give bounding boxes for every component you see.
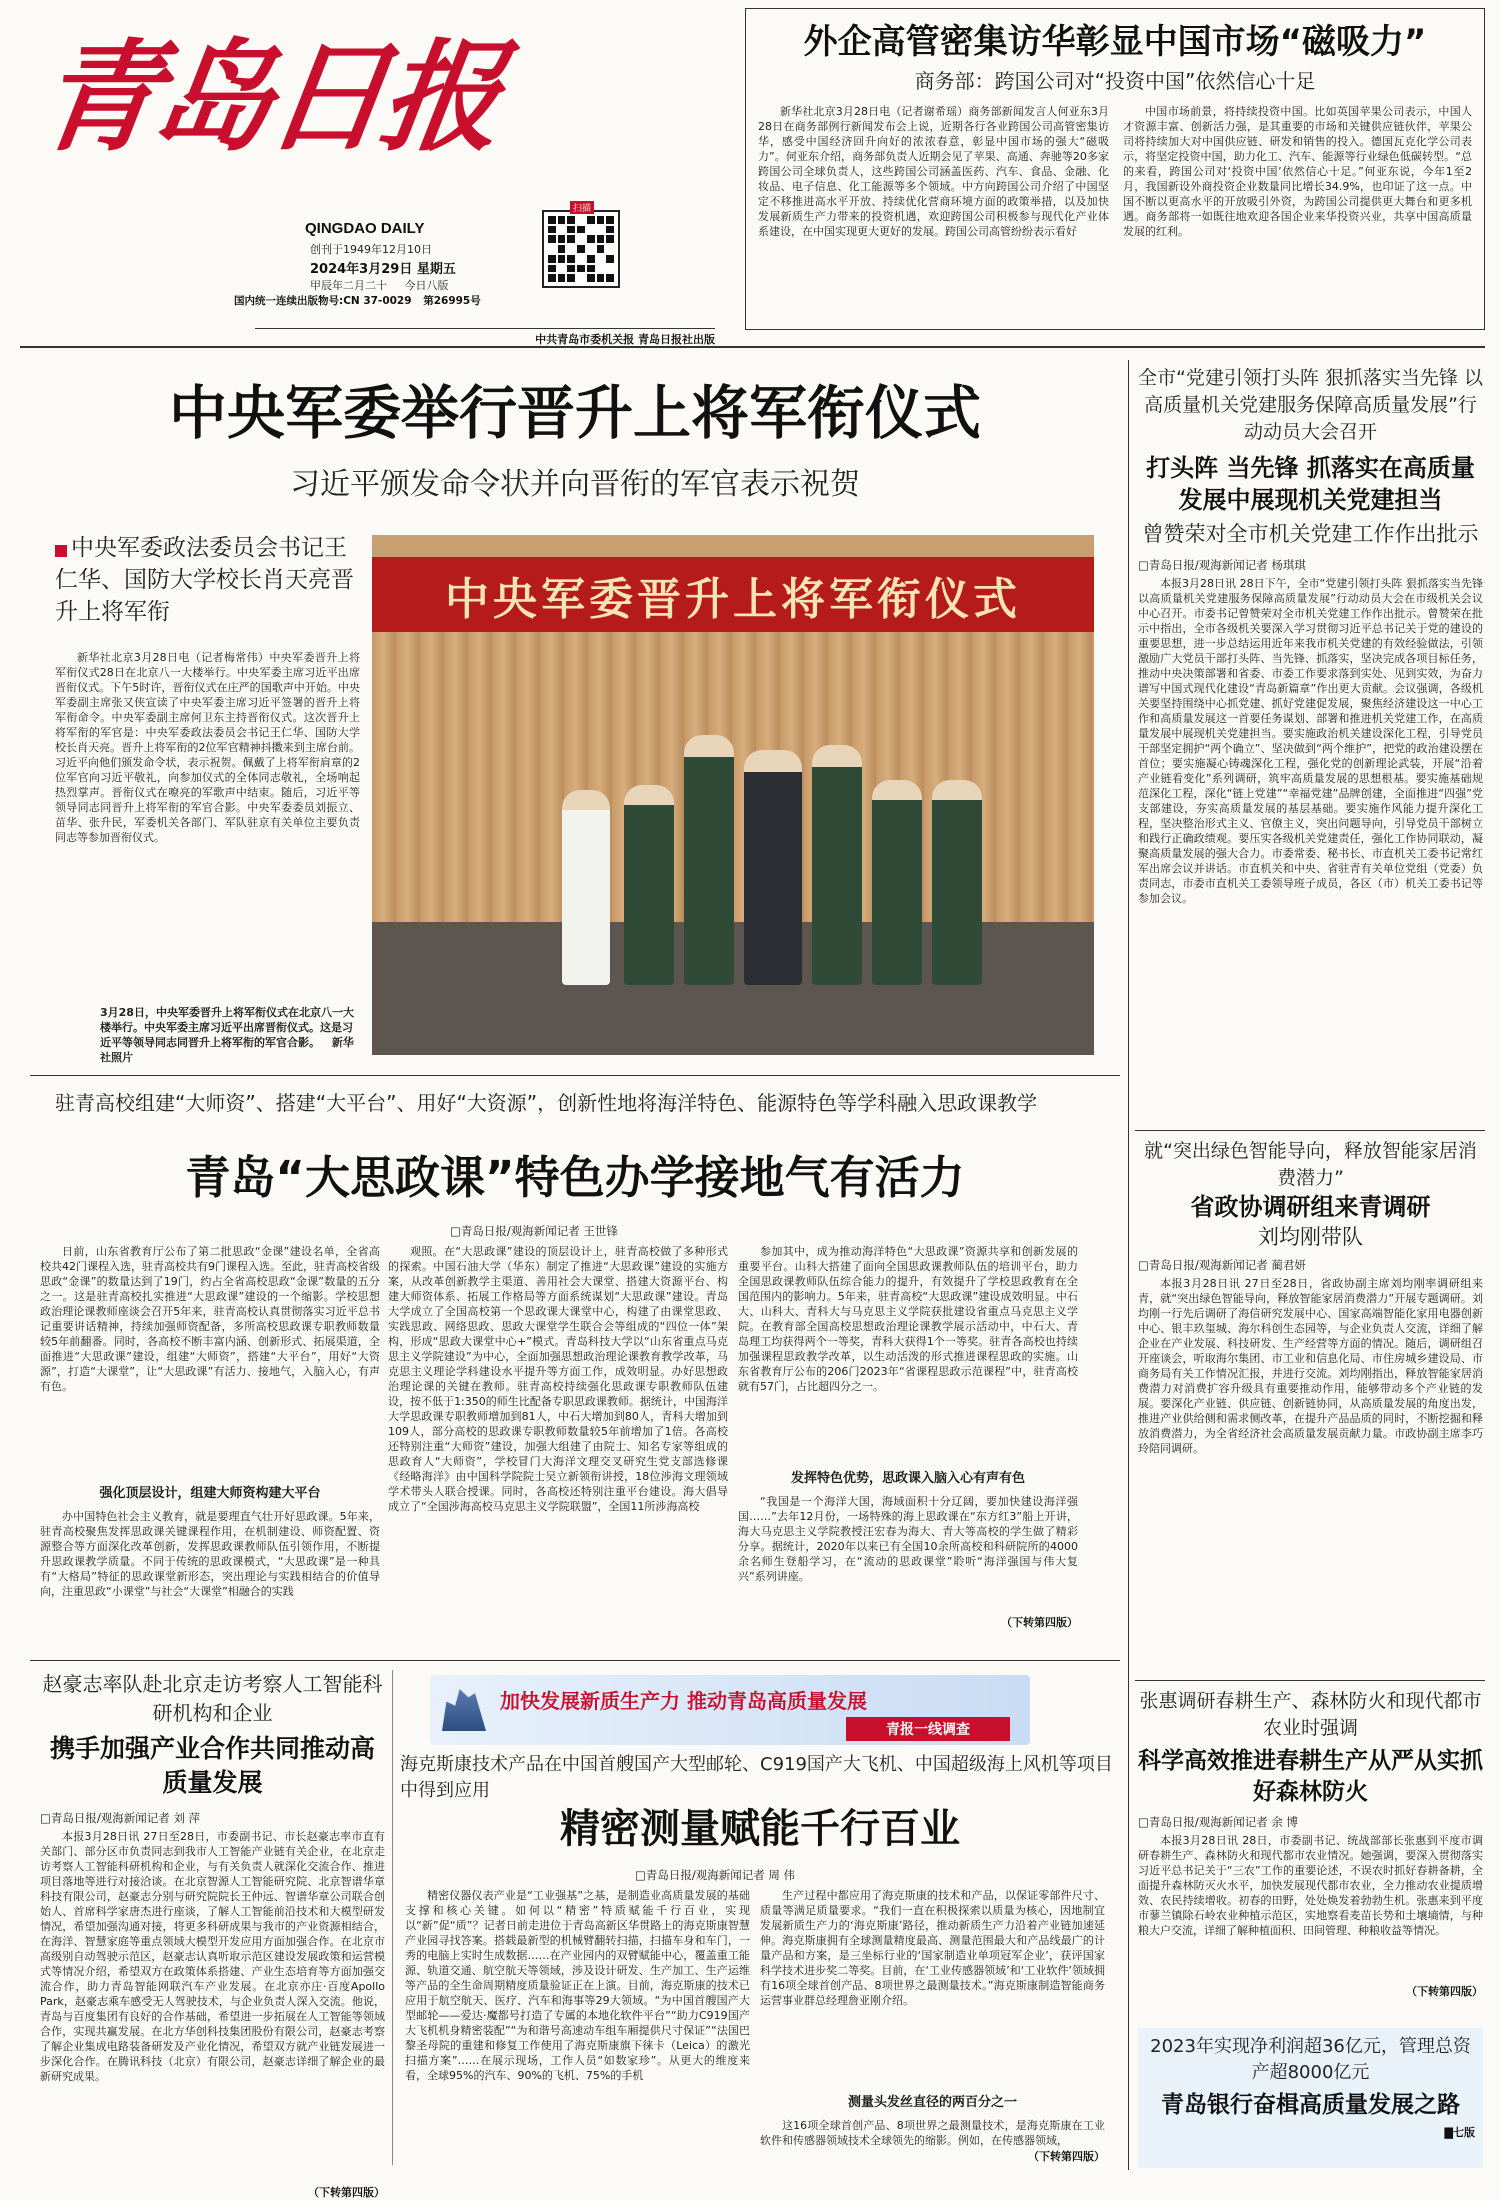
officer-figure <box>562 790 610 985</box>
qr-module <box>587 274 595 282</box>
hexin-col2-text: 生产过程中都应用了海克斯康的技术和产品，以保证零部件尺寸、质量等满足质量要求。“我们一直在积极探索以质量为核心，因地制宜发展新质生产力的‘海克斯康’路径，推动新质生产力沿着产业链加速延伸。海克斯康拥有全球测量精度最高、测量范围最大和产品线最广的计量产品和方案，是三坐标行业的‘国家制造业单项冠军企业’，获评国家科学技术进步奖二等奖。目前，在‘工业传感器领域’和‘工业软件’领域拥有16项全球首创产品、8项世界之最测量技术。”海克斯康制造智能商务运营事业群总经理詹亚刚介绍。 <box>760 1889 1105 2007</box>
lead-body: 新华社北京3月28日电（记者梅常伟）中央军委晋升上将军衔仪式28日在北京八一大楼举行。中央军委主席习近平出席晋衔仪式。下午5时许，晋衔仪式在庄严的国歌声中开始。中央军委副主席张又侠宣读了中央军委主席习近平签署的晋升上将军衔命令。中央军委副主席何卫东主持晋衔仪式。这次晋升上将军衔的军官是：中央军委政法委员会书记王仁华、国防大学校长肖天亮。晋升上将军衔的2位军官精神抖擞来到主席台前。习近平向他们颁发命令状，表示祝贺。佩戴了上将军衔肩章的2位军官向习近平敬礼，向参加仪式的全体同志敬礼，全场响起热烈掌声。晋衔仪式在嘹亮的军歌声中结束。随后，习近平等领导同志同晋升上将军衔的军官合影。中央军委委员刘振立、苗华、张升民，军委机关各部门、军队驻京有关单位主要负责同志等参加晋衔仪式。 <box>55 651 360 844</box>
right3-byline: □青岛日报/观海新闻记者 余 博 <box>1138 1815 1299 1829</box>
hexin-col2 <box>760 1888 1105 2164</box>
qr-module <box>606 274 614 282</box>
qr-label: 扫描 <box>570 201 594 214</box>
hexin-subhead: 测量头发丝直径的两百分之一 <box>847 2095 1017 2110</box>
qr-module <box>558 245 566 253</box>
right-story-3 <box>1138 1688 1483 1999</box>
publisher-bar <box>255 328 715 346</box>
sizheng-byline: □青岛日报/观海新闻记者 王世锋 <box>450 1224 618 1238</box>
qr-module <box>577 255 585 263</box>
hexin-col2b-text: 这16项全球首创产品、8项世界之最测量技术，是海克斯康在工业软件和传感器领域技术全球领先的缩影。例如，在传感器领域， <box>760 2119 1105 2147</box>
founded-date: 创刊于1949年12月10日 <box>310 243 432 256</box>
caption-text: 3月28日，中央军委晋升上将军衔仪式在北京八一大楼举行。中央军委主席习近平出席晋衔仪式。这是习近平等领导同志同晋升上将军衔的军官合影。 <box>100 1006 354 1049</box>
officer-figure <box>932 780 982 985</box>
qr-module <box>597 235 605 243</box>
top-story-subtitle: 商务部：跨国公司对“投资中国”依然信心十足 <box>914 69 1316 94</box>
qr-module <box>606 255 614 263</box>
hexin-kicker: 海克斯康技术产品在中国首艘国产大型邮轮、C919国产大飞机、中国超级海上风机等项目中得到应用 <box>400 1754 1113 1801</box>
right2-subtitle: 刘均刚带队 <box>1258 1224 1363 1249</box>
english-title: QINGDAO DAILY <box>305 220 425 237</box>
right-story-1 <box>1138 365 1483 1034</box>
qr-module <box>606 216 614 224</box>
qr-module <box>558 235 566 243</box>
right-rule-2 <box>1135 1680 1485 1681</box>
lead-photo[interactable] <box>372 535 1094 1055</box>
qr-module <box>587 255 595 263</box>
right-column-divider <box>1128 360 1129 2170</box>
column-divider <box>392 1670 393 2165</box>
hexin-continued[interactable]: （下转第四版） <box>1028 2150 1105 2163</box>
newspaper-logo: 青岛日报 <box>30 27 506 168</box>
right-rule-1 <box>1135 1130 1485 1131</box>
qr-module <box>577 274 585 282</box>
issn: 国内统一连续出版物号:CN 37-0029 <box>234 295 412 307</box>
qr-module <box>587 235 595 243</box>
sizheng-kicker: 驻青高校组建“大师资”、搭建“大平台”、用好“大资源”，创新性地将海洋特色、能源特色等学科融入思政课教学 <box>55 1091 1038 1115</box>
top-story-box[interactable] <box>745 8 1485 330</box>
lead-bottom-rule <box>30 1075 1120 1076</box>
right2-kicker: 就“突出绿色智能导向，释放智能家居消费潜力” <box>1144 1140 1477 1189</box>
red-square-icon <box>55 545 67 557</box>
officer-figure <box>744 750 802 985</box>
photo-banner-text: 中央军委晋升上将军衔仪式 <box>445 573 1021 625</box>
right1-kicker: 全市“党建引领打头阵 狠抓落实当先锋 以高质量机关党建服务保障高质量发展”行动动员大会召开 <box>1138 367 1483 443</box>
page-count: 今日八版 <box>404 279 449 292</box>
qr-module <box>558 265 566 273</box>
qr-module <box>587 216 595 224</box>
qr-module <box>558 274 566 282</box>
right4-page-ref[interactable]: ▇七版 <box>1444 2126 1475 2140</box>
right2-body: 本报3月28日讯 27日至28日，省政协副主席刘均刚率调研组来青，就“突出绿色智能导向，释放智能家居消费潜力”开展专题调研。刘均刚一行先后调研了海信研究发展中心、国家高端智能化家用电器创新中心、银丰玖玺城、海尔科创生态园等，与企业负责人交流，详细了解企业在产业发展、科技研发、生产经营等方面的情况。随后，调研组召开座谈会，听取海尔集团、市工业和信息化局、市住房城乡建设局、市商务局有关工作情况汇报，并进行交流。刘均刚指出，释放智能家居消费潜力对消费扩容升级具有重要推动作用，能够带动多个产业链的发展。要深化产业链、供应链、创新链协同，从高质量发展的角度出发，推进产业供给侧和需求侧改革，在提升产品品质的同时，不断挖掘和释放消费潜力，为全省经济社会高质量发展贡献力量。市政协副主席李巧玲陪同调研。 <box>1138 1276 1483 1455</box>
photo-credit: 新华社照片 <box>100 1036 354 1064</box>
right1-title[interactable]: 打头阵 当先锋 抓落实在高质量发展中展现机关党建担当 <box>1146 454 1475 514</box>
series-banner[interactable] <box>430 1675 1030 1745</box>
qr-module <box>567 265 575 273</box>
right4-title[interactable]: 青岛银行奋楫高质量发展之路 <box>1161 2092 1460 2118</box>
right2-byline: □青岛日报/观海新闻记者 蔺君妍 <box>1138 1257 1306 1272</box>
sizheng-headline[interactable]: 青岛“大思政课”特色办学接地气有活力 <box>185 1151 965 1204</box>
officers-group <box>372 535 1094 1055</box>
zhaohaozhi-story <box>40 1670 385 2200</box>
qr-module <box>597 245 605 253</box>
right3-title[interactable]: 科学高效推进春耕生产从严从实抓好森林防火 <box>1138 1748 1483 1805</box>
qr-module <box>577 235 585 243</box>
qr-module <box>548 216 556 224</box>
zhaohaozhi-kicker: 赵豪志率队赴北京走访考察人工智能科研机构和企业 <box>42 1672 383 1725</box>
top-story-col2: 中国市场前景，将持续投资中国。比如英国苹果公司表示，中国人才资源丰富、创新活力强，是其重要的市场和关键供应链伙伴，苹果公司将持续加大对中国供应链、研发和销售的投入。德国瓦克化学公司表示，将坚定投资中国，助力化工、汽车、能源等行业绿色低碳转型。“总的来看，跨国公司对‘投资中国’依然信心十足。”何亚东说，今年1至2月，我国新设外商投资企业数量同比增长34.9%，也印证了这一点。中国不断以更高水平的开放吸引外资，为跨国公司提供更大舞台和更多机遇。商务部将一如既往地欢迎各国企业来华投资兴业，共享中国高质量发展的红利。 <box>1123 105 1472 239</box>
qr-module <box>587 245 595 253</box>
qr-module <box>548 255 556 263</box>
qr-module <box>606 226 614 234</box>
qr-module <box>548 245 556 253</box>
qr-module <box>606 265 614 273</box>
issue-number: 第26995号 <box>423 295 481 307</box>
zhaohaozhi-body: 本报3月28日讯 27日至28日，市委副书记、市长赵豪志率市直有关部门、部分区市负责同志到我市人工智能产业链有关企业，在北京走访考察人工智能科研机构和企业，与有关负责人就深化交流合作、推进项目落地等进行对接洽谈。在北京智源人工智能研究院、北京智谱华章科技有限公司，赵豪志分别与研究院院长王仲远、智谱华章公司联合创始人、首席科学家唐杰进行座谈，了解人工智能前沿技术和大模型研发情况，希望加强沟通对接，将更多科研成果与我市的产业资源相结合，在海洋、智慧家庭等重点领域大模型开发应用方面加强合作。在北京市高级别自动驾驶示范区，赵豪志认真听取示范区建设发展政策和运营模式等情况介绍，希望双方在政策体系搭建、产业生态培育等方面加强交流合作，助力青岛智能网联汽车产业发展。在北京亦庄·百度Apollo Park，赵豪志乘车感受无人驾驶技术，与企业负责人深入交流。他说，青岛与百度集团有良好的合作基础，希望进一步拓展在人工智能等领域合作，实现共赢发展。在北方华创科技集团股份有限公司，赵豪志考察了解企业集成电路装备研发及产业化情况，希望双方就产业链发展进一步深化合作。在腾讯科技（北京）有限公司，赵豪志详细了解企业的最新研究成果。 <box>40 1830 385 2083</box>
sizheng-col3 <box>738 1244 1078 1630</box>
lead-headline[interactable]: 中央军委举行晋升上将军衔仪式 <box>168 379 981 447</box>
officer-figure <box>812 745 862 985</box>
sizheng-subhead2: 发挥特色优势，思政课入脑入心有声有色 <box>790 1471 1025 1486</box>
qr-module <box>567 245 575 253</box>
qr-module <box>548 274 556 282</box>
right3-continued[interactable]: （下转第四版） <box>1406 1985 1483 1998</box>
qr-module <box>548 226 556 234</box>
qr-module <box>558 255 566 263</box>
qr-module <box>567 216 575 224</box>
hexin-headline[interactable]: 精密测量赋能千行百业 <box>560 1806 960 1852</box>
hexin-byline: □青岛日报/观海新闻记者 周 伟 <box>635 1868 796 1882</box>
qr-module <box>548 235 556 243</box>
qr-module <box>567 226 575 234</box>
qr-module <box>577 265 585 273</box>
officer-figure <box>872 780 922 985</box>
right-story-4[interactable] <box>1138 2028 1483 2168</box>
publisher-text: 中共青岛市委机关报 青岛日报社出版 <box>535 333 715 346</box>
sizheng-bottom-rule <box>30 1660 1120 1661</box>
right2-title[interactable]: 省政协调研组来青调研 <box>1190 1193 1431 1221</box>
qr-module <box>577 245 585 253</box>
lead-caption <box>100 1005 360 1065</box>
sizheng-col1b-text: 办中国特色社会主义教育，就是要理直气壮开好思政课。5年来，驻青高校聚焦发挥思政课关键课程作用，在机制建设、师资配置、资源整合等方面深化改革创新，发挥思政课教师队伍引领作用，不断提升思政课教学质量。不同于传统的思政课模式，“大思政课”是一种具有“大格局”特征的思政课堂新形态，突出理论与实践相结合的价值导向，注重思政“小课堂”与社会“大课堂”相融合的实践 <box>40 1510 380 1598</box>
lead-kicker-text: 中央军委政法委员会书记王仁华、国防大学校长肖天亮晋升上将军衔 <box>55 535 354 625</box>
hexin-col1: 精密仪器仪表产业是“工业强基”之基，是制造业高质量发展的基础支撑和核心关键。如何以“精密”特质赋能千行百业，实现以“新”促“质”？记者日前走进位于青岛高新区华贯路上的海克斯康智慧产业园寻找答案。搭载最新型的机械臂翻转扫描，扫描车身和车门，一秀的电脑上实时生成数据……在产业园内的双臂赋能中心，覆盖重工能源、轨道交通、航空航天等领域，涉及设计研发、生产加工、生产运维等产品的全生命周期精度质量验证正在上演。目前，海克斯康的技术已应用于航空航天、医疗、汽车和海事等29大领域。“为中国首艘国产大型邮轮——爱达·魔都号打造了专属的本地化软件平台”“助力C919国产大飞机机身精密装配”“为和谐号高速动车组车厢提供尺寸保证”“法国巴黎圣母院的重建和修复工作使用了海克斯康旗下徕卡（Leica）的激光扫描方案”……在展示现场，工作人员“如数家珍”。从更大的维度来看，全球95%的汽车、90%的飞机、75%的手机 <box>405 1889 750 2082</box>
lead-subtitle: 习近平颁发命令状并向晋衔的军官表示祝贺 <box>290 467 860 502</box>
right1-byline: □青岛日报/观海新闻记者 杨琪琪 <box>1138 558 1306 572</box>
right1-body: 本报3月28日讯 28日下午，全市“党建引领打头阵 狠抓落实当先锋 以高质量机关党建服务保障高质量发展”行动动员大会在市级机关会议中心召开。市委书记曾赞荣对全市机关党建工作作出批示。曾赞荣在批示中指出，全市各级机关要深入学习贯彻习近平总书记关于党的建设的重要思想，进一步总结运用近年来我市机关党建的有效经验做法，引领激励广大党员干部打头阵、当先锋、抓落实，坚决完成各项目标任务，推动中央决策部署和省委、市委工作要求落到实处、见到实效，为奋力谱写中国式现代化建设“青岛新篇章”作出更大贡献。会议强调，各级机关要坚持围绕中心抓党建、抓好党建促发展，聚焦经济建设这一中心工作和高质量发展这一首要任务谋划、部署和推进机关党建工作，在高质量发展中展现机关党建担当。要实施政治机关建设深化工程，引导党员干部坚定拥护“两个确立”、坚决做到“两个维护”，把党的政治建设摆在首位；要实施凝心铸魂深化工程，强化党的创新理论武装，开展“沿着产业链看变化”系列调研，筑牢高质量发展的思想根基。要实施基础规范深化工程，深化“链上党建”“幸福党建”品牌创建，全面推进“四强”党支部建设，夯实高质量发展的基层基础。要实施作风能力提升深化工程，坚决整治形式主义、官僚主义，突出问题导向，引导党员干部树立和践行正确政绩观。要压实各级机关党建责任，强化工作协同联动，凝聚高质量发展的强大合力。市委常委、秘书长、市直机关工委书记常红军出席会议并讲话。市直机关和中央、省驻青有关单位党组（党委）负责同志，市委市直机关工委领导班子成员，各区（市）机关工委书记等参加会议。 <box>1138 577 1483 905</box>
zhaohaozhi-byline: □青岛日报/观海新闻记者 刘 萍 <box>40 1811 201 1825</box>
sizheng-col2: 观照。在“大思政课”建设的顶层设计上，驻青高校做了多种形式的探索。中国石油大学（华东）制定了推进“大思政课”建设的实施方案，从改革创新教学主渠道、善用社会大课堂、搭建大资源平台、构建大师资体系、拓展工作格局等方面系统谋划“大思政课”建设。青岛大学成立了全国高校第一个思政课大课堂中心，构建了由课堂思政、实践思政、网络思政、思政大课堂学生联合会等组成的“四位一体”架构，形成“思政大课堂中心+”模式。青岛科技大学以“山东省重点马克思主义学院建设”为中心，全面加强思想政治理论课教育教学改革，马克思主义理论学科建设水平提升等方面工作，成效明显。办好思想政治理论课的关键在教师。驻青高校持续强化思政课专职教师队伍建设，按不低于1:350的师生比配备专职思政课教师。据统计，中国海洋大学思政课专职教师增加到81人，中石大增加到80人，青科大增加到109人，部分高校的思政课专职教师数量较5年前增加了1倍。各高校还特别注重“大师资”建设，加强大组建了由院士、知名专家等组成的思政育人“大师资”，学校冒门大海洋文理交叉研究生党支部选修课《经略海洋》由中国科学院院士吴立新领衔讲授，18位涉海文理领域学术带头人联合授课。同时，各高校还特别注重平台建设。海大倡导成立了“全国涉海高校马克思主义学院联盟”，全国11所涉海高校 <box>388 1245 728 1513</box>
sizheng-col3b-text: “我国是一个海洋大国，海域面积十分辽阔，要加快建设海洋强国……”去年12月份，一场特殊的海上思政课在“东方红3”船上开讲，海大马克思主义学院教授汪宏春为海大、青大等高校的学生做了精彩分享。据统计，2020年以来已有全国10余所高校和科研院所的4000余名师生登船学习，在“流动的思政课堂”聆听“海洋强国与伟大复兴”系列讲座。 <box>738 1495 1078 1583</box>
lunar-text: 甲辰年二月二十 <box>310 279 387 292</box>
qr-module <box>587 226 595 234</box>
qr-module <box>606 245 614 253</box>
qr-module <box>577 226 585 234</box>
qr-module <box>597 216 605 224</box>
qr-module <box>587 265 595 273</box>
qr-module <box>567 255 575 263</box>
right1-subtitle: 曾赞荣对全市机关党建工作作出批示 <box>1142 522 1479 546</box>
officer-figure <box>684 735 734 985</box>
zhaohaozhi-title[interactable]: 携手加强产业合作共同推动高质量发展 <box>49 1734 375 1797</box>
qr-code[interactable] <box>542 210 620 288</box>
header-rule <box>20 346 1485 348</box>
top-story-title[interactable]: 外企高管密集访华彰显中国市场“磁吸力” <box>803 22 1427 62</box>
sizheng-col1-text: 日前，山东省教育厅公布了第二批思政“金课”建设名单，全省高校共42门课程入选，驻青高校共有9门课程入选。至此，驻青高校省级思政“金课”的数量达到了19门，约占全省高校思政“金课”数量的五分之一。这是驻青高校扎实推进“大思政课”建设的一个缩影。学校思想政治理论课教师座谈会召开5年来，驻青高校认真贯彻落实习近平总书记重要讲话精神，持续加强师资配备，多所高校思政课专职教师数量较5年前翻番。同时，各高校不断丰富内涵、创新形式、拓展渠道，全面推进“大思政课”建设，组建“大师资”，搭建“大平台”，用好“大资源”，打造“大课堂”，让“大思政课”有活力、接地气，入脑入心，有声有色。 <box>40 1245 380 1393</box>
sizheng-col1 <box>40 1244 380 1659</box>
right3-kicker: 张惠调研春耕生产、森林防火和现代都市农业时强调 <box>1139 1690 1482 1739</box>
qr-module <box>567 235 575 243</box>
qr-module <box>558 216 566 224</box>
sizheng-col3-text: 参加其中，成为推动海洋特色“大思政课”资源共享和创新发展的重要平台。山科大搭建了面向全国思政课教师队伍的培训平台，助力全国思政课教师队伍综合能力的提升，有效提升了学校思政教育在全国范围内的影响力。5年来，驻青高校“大思政课”建设成效明显。中石大、山科大、青科大与马克思主义学院获批建设省重点马克思主义学院。在教育部全国高校思想政治理论课教学展示活动中，中石大、青岛理工均获得两个一等奖，青科大获得1个一等奖。驻青各高校也持续加强课程思政教学改革，以生动活泼的形式推进课程思政的实施。山东省教育厅公布的206门2023年“省课程思政示范课程”中，驻青高校就有57门，占比超四分之一。 <box>738 1245 1078 1393</box>
officer-figure <box>624 785 674 985</box>
banner-tag: 青报一线调查 <box>846 1717 1010 1741</box>
sizheng-continued[interactable]: （下转第四版） <box>1001 1616 1078 1629</box>
qr-module <box>558 226 566 234</box>
top-story-col1: 新华社北京3月28日电（记者谢希瑶）商务部新闻发言人何亚东3月28日在商务部例行新闻发布会上说，近期各行各业跨国公司高管密集访华，感受中国经济回升向好的浓浓春意，彰显中国市场的强大“磁吸力”。何亚东介绍，商务部负责人近期会见了苹果、高通、奔驰等20多家跨国公司全球负责人，这些跨国公司涵盖医药、汽车、食品、金融、化妆品、电子信息、化工能源等多个领域。中方向跨国公司介绍了中国坚定不移推进高水平开放、持续优化营商环境方面的政策举措，以及加快发展新质生产力带来的投资机遇，欢迎跨国公司积极参与现代化产业体系建设，在中国实现更大更好的发展。跨国公司高管纷纷表示看好 <box>758 105 1109 239</box>
lunar-date <box>310 277 449 293</box>
qr-module <box>577 216 585 224</box>
qr-module <box>548 265 556 273</box>
lead-kicker <box>55 532 365 628</box>
masthead <box>30 10 740 310</box>
qr-module <box>597 265 605 273</box>
issue-date: 2024年3月29日 星期五 <box>310 262 456 277</box>
qr-module <box>597 274 605 282</box>
qr-module <box>567 274 575 282</box>
right4-kicker: 2023年实现净利润超36亿元，管理总资产超8000亿元 <box>1150 2036 1471 2083</box>
qr-module <box>597 255 605 263</box>
qr-module <box>597 226 605 234</box>
building-icon <box>442 1689 486 1731</box>
banner-title: 加快发展新质生产力 推动青岛高质量发展 <box>500 1689 867 1713</box>
right-story-2 <box>1138 1138 1483 1586</box>
sizheng-subhead1: 强化顶层设计，组建大师资构建大平台 <box>99 1486 321 1501</box>
zhaohaozhi-continued[interactable]: （下转第四版） <box>308 2186 385 2199</box>
issn-line <box>234 293 481 308</box>
right3-body: 本报3月28日讯 28日，市委副书记、统战部部长张惠到平度市调研春耕生产、森林防火和现代都市农业情况。她强调，要深入贯彻落实习近平总书记关于“三农”工作的重要论述，不误农时抓好春耕备耕，全面提升森林防灭火水平，加快发展现代都市农业，全力推动农业提质增效、农民持续增收。初春的田野，处处焕发着勃勃生机。张惠来到平度市蓼兰镇除石岭农业种植示范区，实地察看麦苗长势和土壤墒情，与种粮大户交流，详细了解种植面积、田间管理、种粮收益等情况。 <box>1138 1834 1483 1937</box>
qr-module <box>606 235 614 243</box>
